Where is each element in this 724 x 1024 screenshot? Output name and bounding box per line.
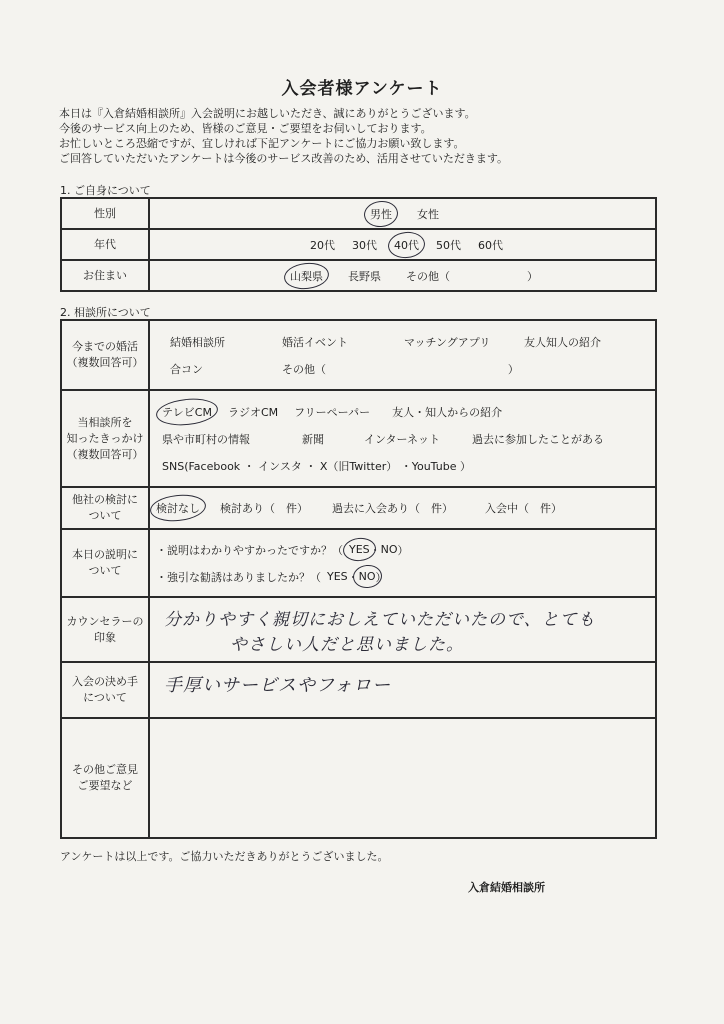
- referral-option[interactable]: フリーペーパー: [294, 405, 371, 419]
- age-option[interactable]: 50代: [436, 238, 461, 252]
- referral-option[interactable]: 過去に参加したことがある: [472, 432, 604, 446]
- referral-option[interactable]: 友人・知人からの紹介: [392, 405, 503, 419]
- comments-label-line: その他ご意見: [72, 763, 138, 776]
- referral-option[interactable]: インターネット: [364, 432, 441, 446]
- briefing-q2-no[interactable]: NO: [358, 570, 376, 583]
- briefing-label-line: 本日の説明に: [72, 548, 138, 561]
- counselor-label-line: 印象: [94, 630, 116, 644]
- intro-line: お忙しいところ恐縮ですが、宜しければ下記アンケートにご協力お願い致します。: [59, 137, 465, 150]
- other-agencies-label-line: ついて: [88, 509, 122, 522]
- age-label: 年代: [61, 229, 149, 260]
- comments-label-line: ご要望など: [77, 779, 133, 792]
- age-row: [61, 229, 656, 260]
- prior-other-blank[interactable]: [326, 362, 508, 375]
- referral-label-line: 当相談所を: [77, 415, 133, 429]
- age-option[interactable]: 60代: [478, 238, 503, 252]
- referral-label-line: 知ったきっかけ: [66, 431, 144, 445]
- briefing-label-line: ついて: [88, 564, 122, 577]
- residence-close-paren: ）: [526, 269, 538, 283]
- other-agencies-row: [61, 487, 656, 529]
- other-agencies-label-line: 他社の検討に: [72, 493, 138, 506]
- prior-activities-row: [61, 320, 656, 390]
- briefing-question-1: ・説明はわかりやすかったですか？（: [156, 543, 343, 557]
- thank-you-note: アンケートは以上です。ご協力いただきありがとうございました。: [60, 850, 389, 863]
- decision-answer[interactable]: [149, 662, 656, 718]
- briefing-q1-close: ）: [397, 543, 409, 557]
- prior-activities-label-line: （複数回答可）: [66, 356, 144, 369]
- counselor-label: [61, 597, 149, 662]
- others-option[interactable]: 過去に入会あり（ 件）: [332, 502, 453, 515]
- gender-option-male[interactable]: 男性: [370, 207, 392, 221]
- others-option-none[interactable]: 検討なし: [156, 502, 200, 515]
- residence-row: [61, 260, 656, 291]
- referral-option[interactable]: ラジオCM: [227, 405, 279, 419]
- briefing-q2-yes[interactable]: YES: [327, 570, 348, 583]
- prior-option-other[interactable]: その他（: [282, 362, 326, 376]
- comments-answer[interactable]: [149, 718, 656, 838]
- age-option-selected[interactable]: 40代: [394, 238, 419, 252]
- referral-row: [61, 390, 656, 487]
- counselor-answer[interactable]: [149, 597, 656, 662]
- other-agencies-label: [61, 487, 149, 529]
- gender-option-female[interactable]: 女性: [417, 207, 439, 221]
- prior-activities-options: [149, 320, 656, 390]
- age-options: [149, 229, 656, 260]
- referral-option[interactable]: 新聞: [302, 432, 324, 446]
- comments-row: [61, 718, 656, 838]
- prior-close-paren: ）: [507, 362, 519, 376]
- others-option[interactable]: 入会中（ 件）: [485, 502, 562, 515]
- section-2-table: [60, 319, 657, 839]
- others-option[interactable]: 検討あり（ 件）: [220, 502, 308, 515]
- section-1-heading: 1. ご自身について: [60, 184, 151, 197]
- intro-line: 今後のサービス向上のため、皆様のご意見・ご要望をお伺いしております。: [59, 122, 432, 135]
- prior-option[interactable]: 婚活イベント: [282, 335, 348, 349]
- residence-option-other[interactable]: その他（: [406, 269, 450, 283]
- prior-option[interactable]: 合コン: [170, 362, 203, 376]
- briefing-row: [61, 529, 656, 597]
- decision-label-line: について: [83, 691, 127, 704]
- page-title: 入会者様アンケート: [281, 79, 443, 99]
- residence-other-blank[interactable]: [454, 270, 524, 283]
- age-option[interactable]: 20代: [310, 238, 335, 252]
- referral-option-sns[interactable]: SNS(Facebook ・ インスタ ・ X（旧Twitter） ・YouTube ）: [162, 459, 471, 473]
- decision-answer-line: 手厚いサービスやフォロー: [164, 675, 392, 696]
- office-name: 入倉結婚相談所: [468, 881, 545, 894]
- briefing-q1-sep: ・: [369, 543, 381, 557]
- intro-text: [59, 106, 508, 166]
- section-2-heading: 2. 相談所について: [60, 306, 151, 319]
- counselor-label-line: カウンセラーの: [66, 614, 144, 628]
- briefing-q1-yes[interactable]: YES: [349, 543, 370, 556]
- decision-row: [61, 662, 656, 718]
- referral-options: [149, 390, 656, 487]
- referral-option-tv[interactable]: テレビCM: [162, 405, 212, 419]
- briefing-q2-close: ）: [375, 570, 387, 584]
- referral-label: [61, 390, 149, 487]
- residence-label: お住まい: [61, 260, 149, 291]
- residence-option-yamanashi[interactable]: 山梨県: [290, 269, 323, 283]
- referral-label-line: （複数回答可）: [66, 447, 144, 461]
- other-agencies-options: [149, 487, 656, 529]
- prior-option[interactable]: 結婚相談所: [170, 335, 225, 349]
- decision-label: [61, 662, 149, 718]
- residence-option-nagano[interactable]: 長野県: [348, 269, 381, 283]
- referral-option[interactable]: 県や市町村の情報: [162, 432, 250, 446]
- comments-label: [61, 718, 149, 838]
- section-1-table: [60, 197, 657, 292]
- intro-line: 本日は『入倉結婚相談所』入会説明にお越しいただき、誠にありがとうございます。: [59, 107, 476, 120]
- briefing-question-2: ・強引な勧誘はありましたか？（: [156, 570, 321, 584]
- prior-option[interactable]: マッチングアプリ: [404, 335, 491, 349]
- prior-option[interactable]: 友人知人の紹介: [524, 335, 601, 349]
- counselor-row: [61, 597, 656, 662]
- decision-label-line: 入会の決め手: [72, 675, 138, 688]
- age-option[interactable]: 30代: [352, 238, 377, 252]
- gender-options: [149, 198, 656, 229]
- briefing-q1-no[interactable]: NO: [380, 543, 398, 556]
- residence-options: [149, 260, 656, 291]
- briefing-q2-sep: ・: [347, 570, 359, 584]
- counselor-answer-line: 分かりやすく親切におしえていただいたので、とても: [164, 609, 596, 630]
- briefing-questions: [149, 529, 656, 597]
- counselor-answer-line: やさしい人だと思いました。: [230, 634, 464, 655]
- gender-row: [61, 198, 656, 229]
- prior-activities-label: [61, 320, 149, 390]
- briefing-label: [61, 529, 149, 597]
- intro-line: ご回答していただいたアンケートは今後のサービス改善のため、活用させていただきます。: [59, 152, 509, 165]
- prior-activities-label-line: 今までの婚活: [72, 340, 138, 353]
- gender-label: 性別: [61, 198, 149, 229]
